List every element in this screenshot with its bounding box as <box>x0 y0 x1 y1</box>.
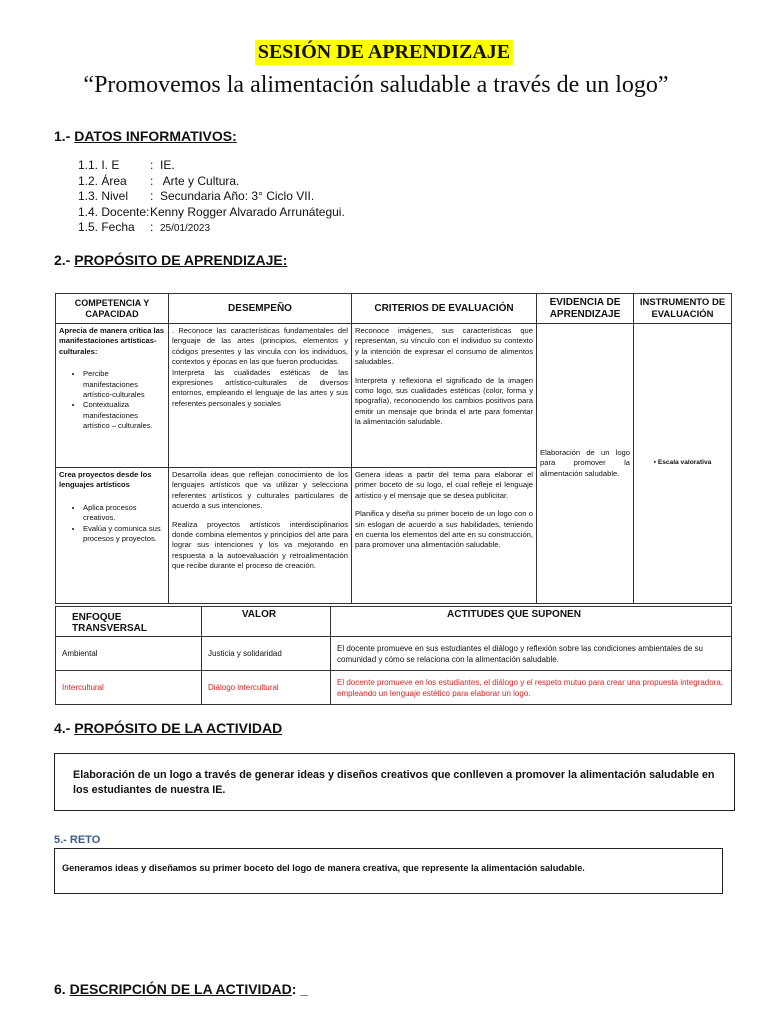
enfoque-cell: Ambiental <box>56 637 202 671</box>
info-row-fecha <box>78 220 345 237</box>
desempeno-cell <box>169 468 352 604</box>
info-label: 1.4. Docente: <box>78 204 150 219</box>
header-enfoque: ENFOQUE TRANSVERSAL <box>56 607 202 637</box>
section-4-label: PROPÓSITO DE LA ACTIVIDAD <box>74 720 283 736</box>
document-title: SESIÓN DE APRENDIZAJE <box>255 40 513 65</box>
header-instrumento: INSTRUMENTO DE EVALUACIÓN <box>634 294 732 324</box>
info-row-area <box>78 174 345 190</box>
enfoque-cell: Intercultural <box>56 671 202 705</box>
desempeno-cell <box>169 324 352 468</box>
competencia-cell <box>56 324 169 468</box>
section-1-heading <box>54 128 237 144</box>
section-5-heading: 5.- RETO <box>54 834 101 846</box>
info-colon: : <box>150 158 154 172</box>
info-value: IE. <box>160 158 175 172</box>
competencia-cell <box>56 468 169 604</box>
criterio-text: Interpreta y reflexiona el significado de la imagen como logo, sus cualidades estéticas (color, forma y tipografía), reconociendo los cambios positivos para emitir un mensaje que brinda el arte para fomentar la alimentación saludable. <box>355 375 533 427</box>
criterio-text: Genera ideas a partir del tema para elaborar el primer boceto de su logo, el cual refleje el lenguaje artístico y el mensaje que se desea publicitar. <box>355 470 533 500</box>
info-list <box>78 158 345 237</box>
spacer <box>355 501 533 509</box>
valor-cell: Justicia y solidaridad <box>202 637 331 671</box>
section-6-trail: _ <box>296 981 309 997</box>
enfoque-table <box>55 606 732 705</box>
table-row <box>56 324 732 468</box>
section-4-heading <box>54 720 282 736</box>
section-6-heading <box>54 981 308 997</box>
section-2-number: 2.- <box>54 252 71 268</box>
info-colon: : <box>150 173 154 188</box>
enfoque-header-row <box>56 607 732 637</box>
header-evidencia: EVIDENCIA DE APRENDIZAJE <box>537 294 634 324</box>
info-label: 1.3. Nivel <box>78 189 129 203</box>
spacer <box>172 512 348 520</box>
criterio-text: Reconoce imágenes, sus características que representan, su vínculo con el individuo su contexto y la intención de expresar el consumo de alimentos saludables. <box>355 326 533 367</box>
competencia-title: Aprecia de manera crítica las manifestaciones artísticas-culturales: <box>59 326 165 356</box>
info-label: 1.1. I. E <box>78 158 120 172</box>
actitud-cell: El docente promueve en los estudiantes, el diálogo y el respeto mutuo para crear una propuesta integradora, empleando un lenguaje estético para elaborar un logo. <box>331 671 732 705</box>
capacidad-item: • Evalúa y comunica sus procesos y proyectos. <box>83 524 165 545</box>
header-actitudes: ACTITUDES QUE SUPONEN <box>331 607 732 637</box>
header-desempeno: DESEMPEÑO <box>169 294 352 324</box>
challenge-box: Generamos ideas y diseñamos su primer boceto del logo de manera creativa, que represente la alimentación saludable. <box>54 848 723 894</box>
info-value: Arte y Cultura. <box>160 173 240 188</box>
section-6-label: DESCRIPCIÓN DE LA ACTIVIDAD <box>69 981 292 997</box>
criterio-text: Planifica y diseña su primer boceto de un logo con o sin eslogan de acuerdo a sus habilidades, teniendo en cuenta los elementos del arte en su construcción, para promover una alimentación saludable. <box>355 509 533 550</box>
info-row-nivel <box>78 189 345 205</box>
info-value: Secundaria Año: 3° Ciclo VII. <box>160 189 315 203</box>
header-criterios: CRITERIOS DE EVALUACIÓN <box>352 294 537 324</box>
criterio-cell <box>352 468 537 604</box>
section-1-number: 1.- <box>54 128 71 144</box>
spacer <box>355 368 533 376</box>
actitud-cell: El docente promueve en sus estudiantes el diálogo y reflexión sobre las condiciones ambientales de su comunidad y cómo se relaciona con la alimentación saludable. <box>331 637 732 671</box>
section-4-number: 4.- <box>54 720 71 736</box>
desempeno-text: Interpreta las cualidades estéticas de las expresiones artístico-culturales de diversos entornos, empleando el lenguaje de las artes y sus referentes personales y sociales <box>172 367 348 408</box>
info-label: 1.2. Área <box>78 173 127 188</box>
info-colon: : <box>150 189 154 203</box>
section-6-number: 6. <box>54 981 66 997</box>
desempeno-text: . Reconoce las características fundamentales del lenguaje de las artes (principios, elementos y códigos presentes y las vincula con los individuos, contextos y épocas en las que fueron producidas. <box>172 326 348 367</box>
section-1-label: DATOS INFORMATIVOS <box>74 128 233 144</box>
desempeno-text: Desarrolla ideas que reflejan conocimiento de los lenguajes artísticos que va utilizar y selecciona referentes artísticos y culturales particulares de acuerdo a sus intenciones. <box>172 470 348 511</box>
instrumento-cell <box>634 324 732 604</box>
competencia-title: Crea proyectos desde los lenguajes artísticos <box>59 470 152 490</box>
info-value: 25/01/2023 <box>160 223 211 234</box>
valor-cell: Diálogo intercultural <box>202 671 331 705</box>
section-2-colon: : <box>282 252 288 268</box>
section-2-heading <box>54 252 287 268</box>
section-1-colon: : <box>232 128 237 144</box>
info-value: Kenny Rogger Alvarado Arrunátegui. <box>150 204 345 219</box>
header-competencia: COMPETENCIA Y CAPACIDAD <box>56 294 169 324</box>
header-valor: VALOR <box>202 607 331 637</box>
evidencia-cell: Elaboración de un logo para promover la alimentación saludable. <box>537 324 634 604</box>
document-subtitle: “Promovemos la alimentación saludable a través de un logo” <box>83 72 669 98</box>
table-row <box>56 671 732 705</box>
capacidad-item: • Percibe manifestaciones artístico-culturales <box>83 369 165 400</box>
section-6-colon: : <box>291 981 297 997</box>
info-row-docente <box>78 205 345 221</box>
table-row <box>56 637 732 671</box>
capacidades-list <box>59 503 165 545</box>
activity-purpose-box: Elaboración de un logo a través de generar ideas y diseños creativos que conlleven a promover la alimentación saludable en los estudiantes de nuestra IE. <box>54 753 735 811</box>
capacidad-item: • Aplica procesos creativos. <box>83 503 165 524</box>
criterio-cell <box>352 324 537 468</box>
info-row-ie <box>78 158 345 174</box>
table-header-row <box>56 294 732 324</box>
instrumento-item: ▪ Escala valorativa <box>654 459 712 466</box>
learning-purpose-table <box>55 293 732 604</box>
capacidad-item: • Contextualiza manifestaciones artístico – culturales. <box>83 400 165 431</box>
capacidades-list <box>59 369 165 431</box>
section-2-label: PROPÓSITO DE APRENDIZAJE <box>74 252 283 268</box>
title-wrap <box>0 40 768 65</box>
info-label: 1.5. Fecha <box>78 220 135 234</box>
info-colon: : <box>150 220 154 234</box>
desempeno-text: Realiza proyectos artísticos interdisciplinarios donde combina elementos y principios del arte para lograr sus intenciones y los va mejorando en respuesta a la autoevaluación y retroalimentación que recibe durante el proceso de creación. <box>172 519 348 571</box>
